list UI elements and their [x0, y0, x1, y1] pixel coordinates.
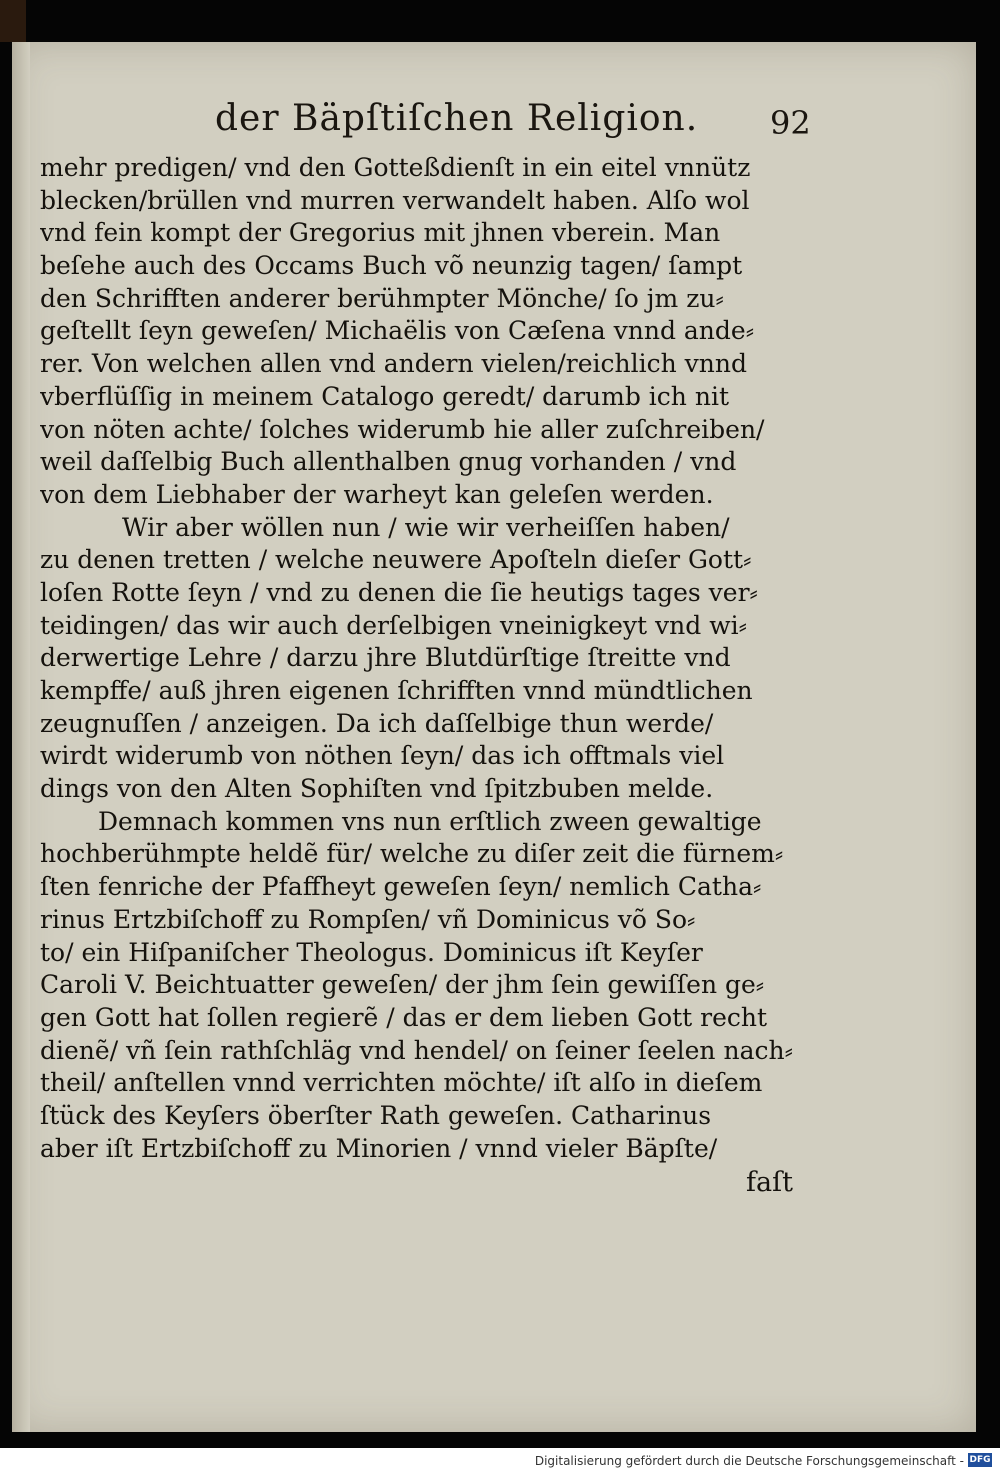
text-line: den Schrifften anderer berühmpter Mönche/ ſo jm zu⸗ [40, 283, 724, 313]
body-text [40, 152, 815, 1165]
text-line: zeugnuſſen / anzeigen. Da ich daſſelbige thun werde/ [40, 708, 714, 738]
text-line: aber iſt Ertzbiſchoff zu Minorien / vnnd vieler Bäpſte/ [40, 1133, 718, 1163]
text-line: von nöten achte/ ſolches widerumb hie aller zuſchreiben/ [40, 414, 765, 444]
text-line: vnd fein kompt der Gregorius mit jhnen vberein. Man [40, 218, 721, 248]
text-line: geſtellt ſeyn geweſen/ Michaëlis von Cæſena vnnd ande⸗ [40, 316, 755, 346]
running-header: der Bäpſtiſchen Religion. [215, 98, 699, 139]
text-line: dings von den Alten Sophiſten vnd ſpitzbuben melde. [40, 774, 714, 804]
dfg-logo: DFG [969, 1455, 991, 1465]
text-line: ſtück des Keyſers öberſter Rath geweſen. Catharinus [40, 1100, 712, 1130]
page-gutter-shadow [12, 42, 30, 1432]
text-line: beſehe auch des Occams Buch võ neunzig tagen/ ſampt [40, 251, 743, 281]
text-line: kempffe/ auß jhren eigenen ſchrifften vnnd mündtlichen [40, 676, 753, 705]
text-line: rinus Ertzbiſchoff zu Rompſen/ vñ Dominicus võ So⸗ [40, 904, 696, 934]
funding-notice: Digitalisierung gefördert durch die Deutsche Forschungsgemeinschaft - [534, 1454, 964, 1468]
text-line: hochberühmpte heldẽ für/ welche zu diſer zeit die fürnem⸗ [40, 839, 784, 869]
text-line: derwertige Lehre / darzu jhre Blutdürſtige ſtreitte vnd [40, 643, 731, 673]
text-line: vberflüſſig in meinem Catalogo geredt/ darumb ich nit [40, 381, 729, 411]
text-line: teidingen/ das wir auch derſelbigen vneinigkeyt vnd wi⸗ [40, 610, 747, 640]
text-line: dienẽ/ vñ ſein rathſchläg vnd hendel/ on ſeiner ſeelen nach⸗ [40, 1035, 793, 1065]
binding-edge [0, 0, 26, 42]
page-number: 92 [770, 104, 811, 142]
text-line: theil/ anſtellen vnnd verrichten möchte/ iſt alſo in dieſem [40, 1068, 763, 1098]
footer-bar [0, 1448, 1000, 1474]
text-line: Wir aber wöllen nun / wie wir verheiſſen haben/ [122, 512, 730, 542]
text-line: blecken/brüllen vnd murren verwandelt haben. Alſo wol [40, 185, 750, 215]
text-line: mehr predigen/ vnd den Gotteßdienſt in ein eitel vnnütz [40, 153, 751, 182]
text-line: wirdt widerumb von nöthen ſeyn/ das ich offtmals viel [40, 741, 725, 771]
catchword: faſt [746, 1167, 793, 1198]
text-line: gen Gott hat ſollen regierẽ / das er dem lieben Gott recht [40, 1002, 768, 1032]
text-line: loſen Rotte ſeyn / vnd zu denen die ſie heutigs tages ver⸗ [40, 577, 758, 607]
text-line: Caroli V. Beichtuatter geweſen/ der jhm ſein gewiſſen ge⸗ [40, 970, 765, 1000]
text-line: weil daſſelbig Buch allenthalben gnug vorhanden / vnd [40, 447, 737, 477]
text-line: Demnach kommen vns nun erſtlich zween gewaltige [98, 806, 762, 836]
text-line: rer. Von welchen allen vnd andern vielen/reichlich vnnd [40, 349, 747, 379]
text-line: ſten fenriche der Pfaffheyt geweſen ſeyn/ nemlich Catha⸗ [40, 872, 762, 902]
text-line: to/ ein Hiſpaniſcher Theologus. Dominicus iſt Keyſer [40, 937, 703, 967]
text-line: zu denen tretten / welche neuwere Apoſteln dieſer Gott⸗ [40, 545, 752, 575]
text-line: von dem Liebhaber der warheyt kan geleſen werden. [40, 479, 714, 509]
